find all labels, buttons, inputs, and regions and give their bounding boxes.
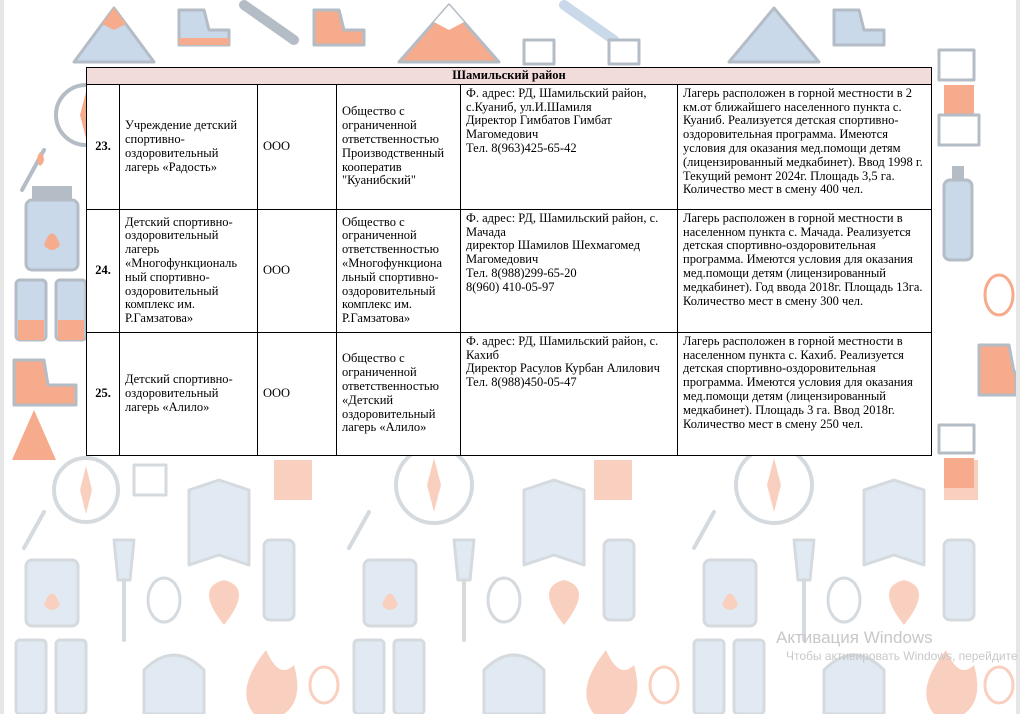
jar-icon bbox=[26, 186, 78, 270]
row-number: 24. bbox=[87, 209, 120, 332]
row-number: 23. bbox=[87, 84, 120, 209]
watermark-title: Активация Windows bbox=[776, 628, 933, 647]
bottle-icon bbox=[944, 166, 972, 260]
ownership-form: ООО bbox=[258, 332, 337, 455]
mountain-icon bbox=[399, 5, 499, 62]
ownership-form: ООО bbox=[258, 209, 337, 332]
district-header: Шамильский район bbox=[87, 68, 932, 85]
boot-icon bbox=[14, 360, 76, 405]
camp-description: Лагерь расположен в горной местности в населенном пункта с. Мачада. Реализуется детская спортивно-оздоровительная программа. Имеются условия для оказания мед.помощи детям (лицензированный медкабинет). Год ввода 2018г. Площадь 13га. Количество мест в смену 300 чел. bbox=[678, 209, 932, 332]
mug-icon bbox=[524, 40, 639, 64]
contact-info: Ф. адрес: РД, Шамильский район, с. Кахиб Директор Расулов Курбан Алилович Тел. 8(988)450-05-47 bbox=[461, 332, 678, 455]
camp-description: Лагерь расположен в горной местности в населенном пункта с. Кахиб. Реализуется детская спортивно-оздоровительная программа. Имеются условия для оказания мед.помощи детям (лицензированный медкабинет). Площадь 3 га. Ввод 2018г. Количество мест в смену 250 чел. bbox=[678, 332, 932, 455]
ownership-form: ООО bbox=[258, 84, 337, 209]
tree-icon bbox=[12, 410, 56, 460]
jar-icon bbox=[26, 560, 756, 626]
boot-icon bbox=[314, 10, 364, 45]
table-row bbox=[87, 209, 932, 332]
windows-activation-watermark bbox=[776, 628, 1018, 664]
table-row bbox=[87, 332, 932, 455]
campfire-icon bbox=[22, 150, 44, 190]
camp-name: Учреждение детский спортивно-оздоровительный лагерь «Радость» bbox=[120, 84, 258, 209]
camps-table bbox=[86, 67, 932, 456]
binoculars-icon bbox=[16, 280, 86, 340]
mug-icon bbox=[939, 50, 974, 80]
camp-name: Детский спортивно-оздоровительный лагерь «Многофункциональ ный спортивно-оздоровительный комплекс им. Р.Гамзатова» bbox=[120, 209, 258, 332]
contact-info: Ф. адрес: РД, Шамильский район, с. Мачада директор Шамилов Шехмагомед Магомедович Тел. 8(988)299-65-20 8(960) 410-05-97 bbox=[461, 209, 678, 332]
watermark-subtitle: Чтобы активировать Windows, перейдите bbox=[786, 649, 1018, 663]
table-row bbox=[87, 84, 932, 209]
boot-icon bbox=[834, 10, 884, 45]
contact-info: Ф. адрес: РД, Шамильский район, с.Куаниб, ул.И.Шамиля Директор Гимбатов Гимбат Магомедович Тел. 8(963)425-65-42 bbox=[461, 84, 678, 209]
row-number: 25. bbox=[87, 332, 120, 455]
founder: Общество с ограниченной ответственностью «Многофункциона льный спортивно-оздоровительный комплекс им. Р.Гамзатова» bbox=[337, 209, 461, 332]
founder: Общество с ограниченной ответственностью «Детский оздоровительный лагерь «Алило» bbox=[337, 332, 461, 455]
boot-icon bbox=[979, 345, 1016, 395]
mountain-icon bbox=[729, 8, 819, 62]
location-pin-icon bbox=[209, 580, 919, 625]
boot-icon bbox=[179, 10, 229, 45]
beetle-icon bbox=[985, 275, 1013, 315]
camp-name: Детский спортивно-оздоровительный лагерь «Алило» bbox=[120, 332, 258, 455]
campfire-icon bbox=[939, 85, 979, 145]
mountain-icon bbox=[74, 8, 154, 62]
compass-icon bbox=[54, 447, 812, 523]
page-edge-right bbox=[1016, 0, 1020, 714]
camp-description: Лагерь расположен в горной местности в 2 км.от ближайшего населенного пункта с. Куаниб. Реализуется детская спортивно-оздоровительная программа. Имеются условия для оказания мед.помощи детям (лицензированный медкабинет). Ввод 1998 г. Текущий ремонт 2024г. Площадь 3,5 га. Количество мест в смену 400 чел. bbox=[678, 84, 932, 209]
district-header-row bbox=[87, 68, 932, 85]
founder: Общество с ограниченной ответственностью Производственный кооператив "Куанибский" bbox=[337, 84, 461, 209]
